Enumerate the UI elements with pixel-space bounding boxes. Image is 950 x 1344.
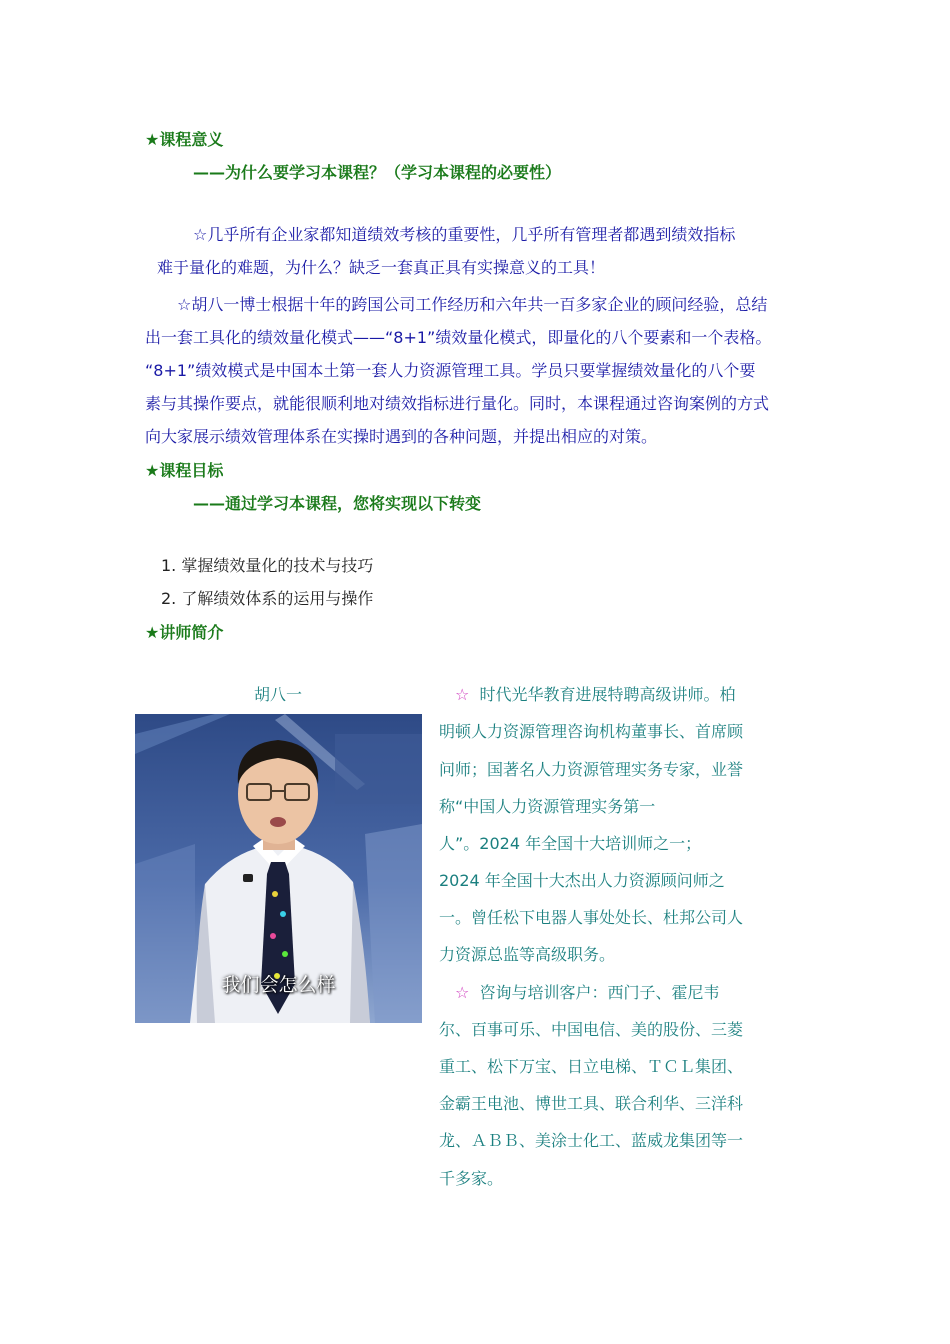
- paragraph-line: ☆胡八一博士根据十年的跨国公司工作经历和六年共一百多家企业的顾问经验，总结: [177, 295, 768, 314]
- section-subtitle-why-learn: ——为什么要学习本课程？（学习本课程的必要性）: [193, 163, 562, 182]
- bio-line: 2024 年全国十大杰出人力资源顾问师之: [439, 871, 725, 890]
- bio-line: 问师；国著名人力资源管理实务专家，业誉: [439, 760, 744, 779]
- paragraph-line: 素与其操作要点，就能很顺利地对绩效指标进行量化。同时，本课程通过咨询案例的方式: [145, 394, 770, 413]
- section-title-instructor: ★讲师简介: [145, 623, 224, 642]
- paragraph-line: ☆几乎所有企业家都知道绩效考核的重要性，几乎所有管理者都遇到绩效指标: [193, 225, 736, 244]
- section-title-course-significance: ★课程意义: [145, 130, 224, 149]
- photo-caption: 我们会怎么样: [221, 974, 336, 996]
- clients-line: 千多家。: [439, 1169, 504, 1188]
- section-title-course-goals: ★课程目标: [145, 461, 224, 480]
- clients-line: 龙、ＡＢＢ、美涂士化工、蓝威龙集团等一: [439, 1131, 744, 1150]
- list-item: 2. 了解绩效体系的运用与操作: [161, 589, 374, 608]
- bio-line: 力资源总监等高级职务。: [439, 945, 616, 964]
- bio-line: [455, 682, 736, 705]
- clients-line: 金霸王电池、博世工具、联合利华、三洋科: [439, 1094, 744, 1113]
- paragraph-line: 出一套工具化的绩效量化模式——“8+1”绩效量化模式，即量化的八个要素和一个表格。: [145, 328, 772, 347]
- bio-line: 明顿人力资源管理咨询机构董事长、首席顾: [439, 722, 744, 741]
- clients-line: [455, 980, 720, 1003]
- bio-line: 称“中国人力资源管理实务第一: [439, 797, 656, 816]
- bio-line: 人”。2024 年全国十大培训师之一；: [439, 834, 702, 853]
- clients-text: 咨询与培训客户：西门子、霍尼韦: [479, 983, 720, 1002]
- list-item: 1. 掌握绩效量化的技术与技巧: [161, 556, 374, 575]
- paragraph-line: “8+1”绩效模式是中国本土第一套人力资源管理工具。学员只要掌握绩效量化的八个要: [145, 361, 756, 380]
- bio-line: 一。曾任松下电器人事处处长、杜邦公司人: [439, 908, 744, 927]
- bio-text: 时代光华教育进展特聘高级讲师。柏: [479, 685, 736, 704]
- instructor-name: 胡八一: [254, 685, 303, 704]
- star-icon: ☆: [455, 685, 470, 704]
- star-icon: ☆: [455, 983, 470, 1002]
- section-subtitle-goals: ——通过学习本课程，您将实现以下转变: [193, 494, 482, 513]
- clients-line: 尔、百事可乐、中国电信、美的股份、三菱: [439, 1020, 744, 1039]
- paragraph-line: 难于量化的难题，为什么？缺乏一套真正具有实操意义的工具！: [157, 258, 606, 277]
- paragraph-line: 向大家展示绩效管理体系在实操时遇到的各种问题，并提出相应的对策。: [145, 427, 658, 446]
- clients-line: 重工、松下万宝、日立电梯、ＴＣＬ集团、: [439, 1057, 744, 1076]
- instructor-photo: [135, 714, 422, 1023]
